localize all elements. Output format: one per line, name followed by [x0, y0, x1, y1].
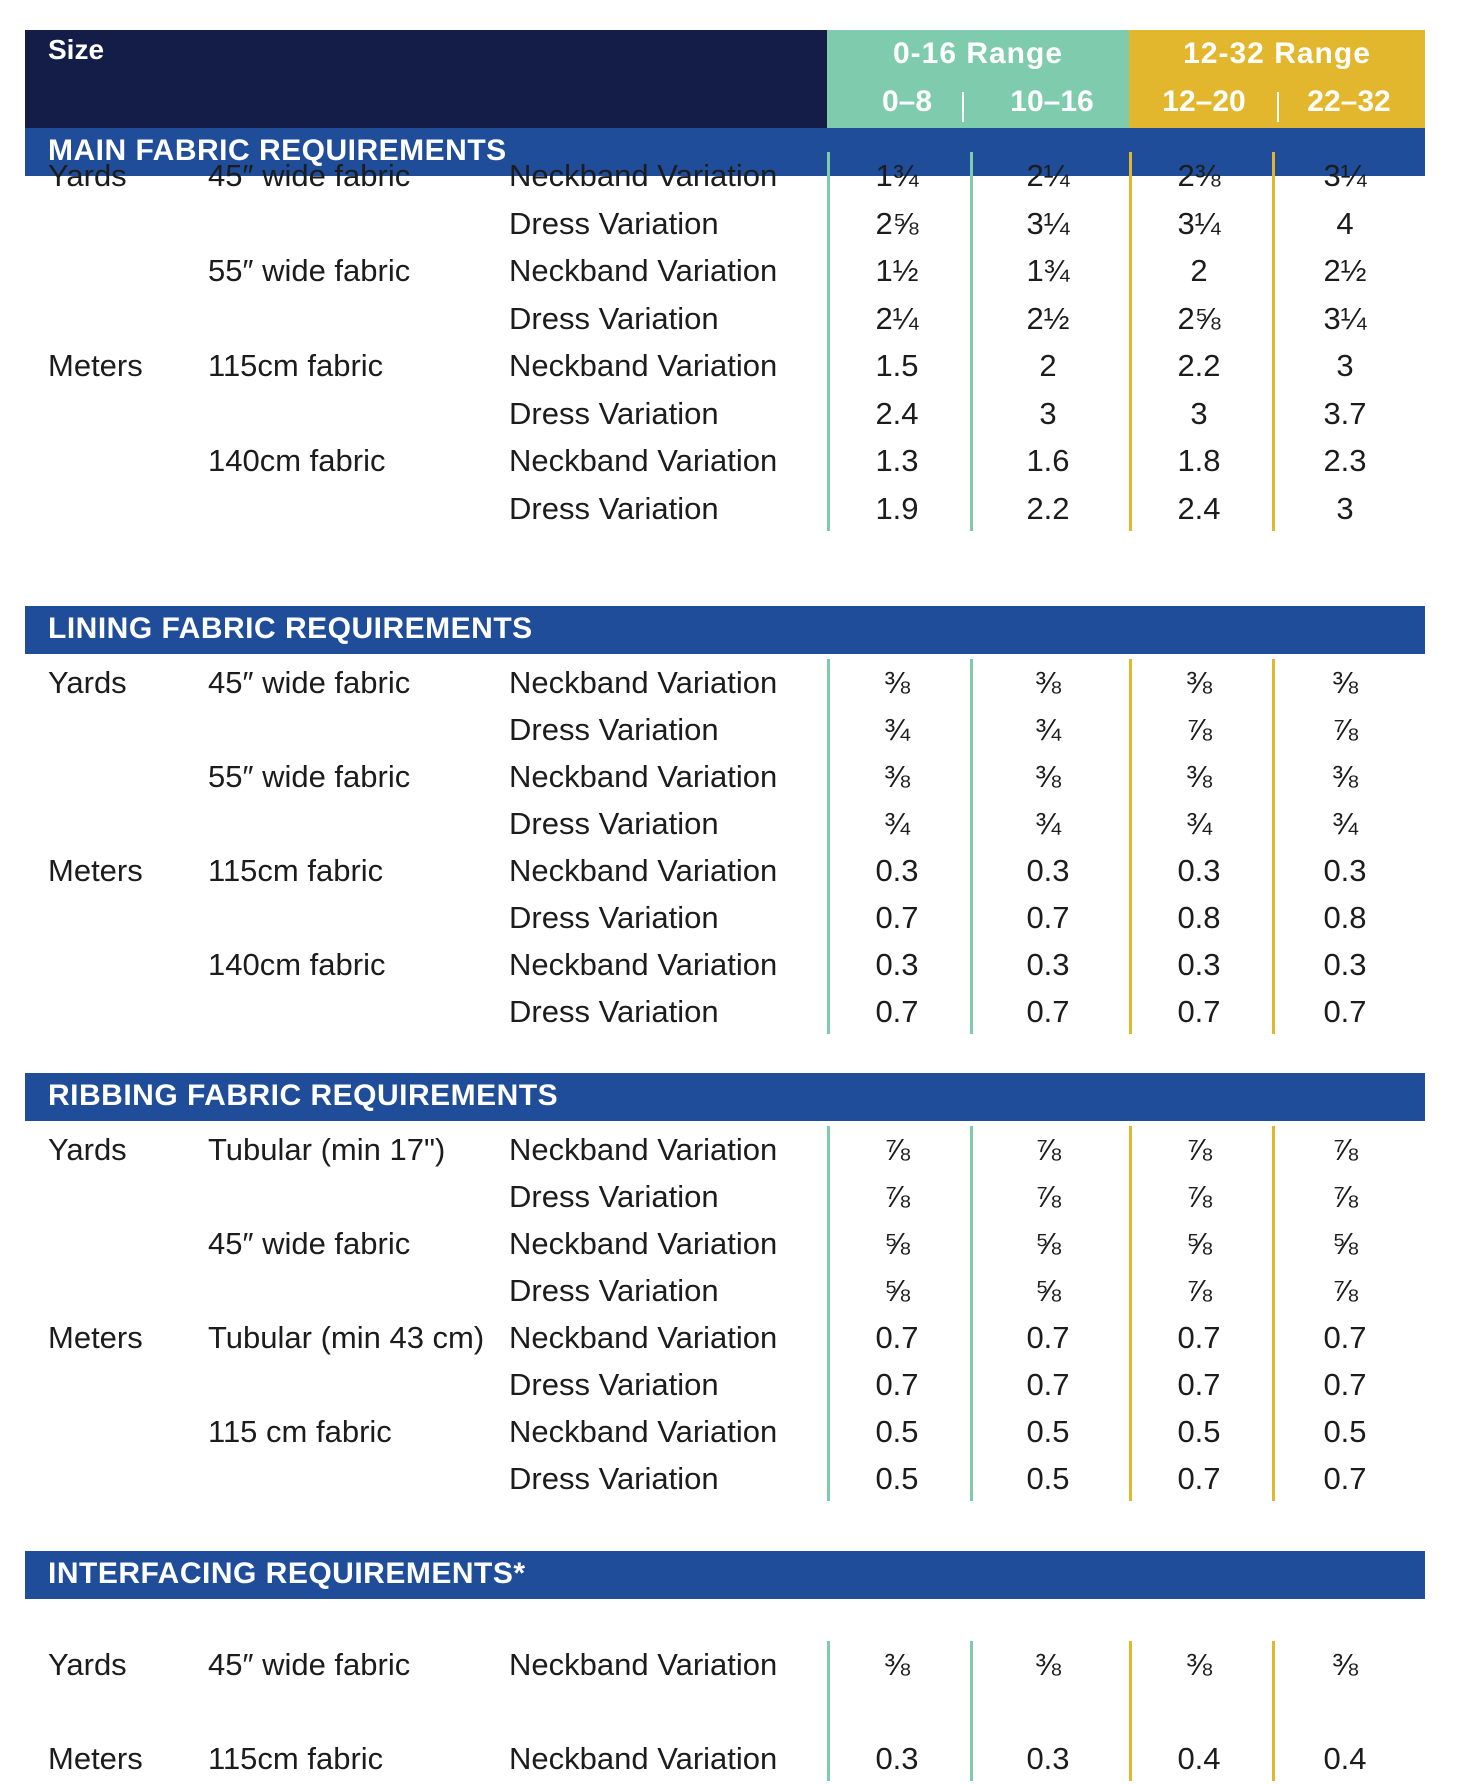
- yardage-value: 1.8: [1177, 443, 1221, 478]
- variation-label: Dress Variation: [509, 1273, 719, 1308]
- yardage-value: 1.3: [875, 443, 919, 478]
- yardage-value: 0.7: [1177, 994, 1221, 1029]
- yardage-value: 3¼: [1323, 300, 1367, 336]
- section-title: MAIN FABRIC REQUIREMENTS: [48, 134, 507, 167]
- yardage-value: 2.4: [875, 395, 919, 431]
- yardage-value: 1¾: [875, 158, 919, 193]
- size-12-20-label: 12–20: [1162, 85, 1246, 118]
- yardage-value: ⅝: [884, 1226, 910, 1261]
- yardage-value: 0.3: [875, 1741, 919, 1776]
- yardage-value: 0.5: [875, 1414, 919, 1449]
- yardage-value: 0.3: [1177, 853, 1221, 888]
- yardage-value: ⅝: [1186, 1226, 1212, 1261]
- yardage-value: ⅞: [884, 1179, 910, 1214]
- section-header: [25, 606, 1425, 654]
- variation-label: Neckband Variation: [509, 665, 778, 700]
- yardage-value: 0.3: [875, 853, 919, 888]
- size-label: Size: [48, 34, 105, 65]
- variation-label: Neckband Variation: [509, 1320, 778, 1355]
- yardage-value: 0.7: [1026, 1367, 1070, 1402]
- section-header: [25, 1073, 1425, 1121]
- unit-label: Meters: [48, 1741, 143, 1776]
- yardage-value: 0.3: [1323, 853, 1367, 888]
- variation-label: Dress Variation: [509, 712, 719, 747]
- fabric-label: 115cm fabric: [208, 853, 384, 888]
- section-header: [25, 1551, 1425, 1599]
- yardage-value: 3¼: [1177, 205, 1221, 241]
- column-divider: [827, 152, 830, 531]
- yardage-value: 1¾: [1026, 253, 1070, 288]
- yardage-value: 2.2: [1026, 490, 1070, 526]
- yardage-value: ⅞: [1186, 1132, 1212, 1167]
- yardage-value: ⅜: [884, 759, 910, 794]
- yardage-value: 0.7: [875, 1320, 919, 1355]
- variation-label: Dress Variation: [509, 1179, 719, 1214]
- fabric-label: 140cm fabric: [208, 443, 386, 478]
- unit-label: Yards: [48, 665, 127, 700]
- yardage-value: 2: [1190, 253, 1208, 288]
- yardage-value: ⅜: [884, 1647, 910, 1682]
- yardage-value: ¾: [884, 806, 910, 841]
- yardage-value: ⅞: [884, 1132, 910, 1167]
- yardage-value: 2⅝: [875, 205, 919, 241]
- yardage-value: ⅜: [884, 665, 910, 700]
- yardage-value: 2.2: [1177, 348, 1221, 383]
- fabric-label: Tubular (min 43 cm): [208, 1320, 485, 1355]
- yardage-value: ⅞: [1035, 1132, 1061, 1167]
- variation-label: Neckband Variation: [509, 1647, 778, 1682]
- yardage-value: 0.8: [1323, 900, 1367, 935]
- yardage-value: ¾: [884, 712, 910, 747]
- size-22-32-label: 22–32: [1307, 85, 1391, 118]
- variation-label: Dress Variation: [509, 900, 719, 935]
- yardage-value: ⅞: [1186, 1273, 1212, 1308]
- yardage-value: 0.4: [1323, 1741, 1367, 1776]
- yardage-value: 1.9: [875, 490, 919, 526]
- fabric-label: Tubular (min 17"): [208, 1132, 446, 1167]
- unit-label: Yards: [48, 1132, 127, 1167]
- yardage-value: 0.8: [1177, 900, 1221, 935]
- yardage-value: 0.3: [1177, 947, 1221, 982]
- yardage-value: ¾: [1332, 806, 1358, 841]
- yardage-value: 1½: [875, 253, 919, 288]
- yardage-value: 0.5: [875, 1461, 919, 1496]
- yardage-value: 0.7: [875, 900, 919, 935]
- column-divider: [1129, 1641, 1132, 1781]
- yardage-value: ⅜: [1332, 759, 1358, 794]
- unit-label: Yards: [48, 158, 127, 193]
- column-divider: [1272, 1126, 1275, 1501]
- fabric-label: 45″ wide fabric: [208, 1647, 411, 1682]
- yardage-value: 0.3: [1323, 947, 1367, 982]
- yardage-value: 0.7: [1026, 1320, 1070, 1355]
- range-0-16-title: 0-16 Range: [892, 37, 1064, 70]
- yardage-value: ⅞: [1186, 1179, 1212, 1214]
- column-divider: [1129, 152, 1132, 531]
- yardage-value: 3¼: [1323, 158, 1367, 193]
- yardage-value: ⅜: [1332, 665, 1358, 700]
- yardage-value: ⅜: [1332, 1647, 1358, 1682]
- yardage-value: 0.3: [1026, 947, 1070, 982]
- column-divider: [1129, 659, 1132, 1034]
- yardage-value: 2½: [1323, 253, 1367, 288]
- section-title: RIBBING FABRIC REQUIREMENTS: [48, 1079, 559, 1112]
- yardage-value: 2⅜: [1177, 158, 1221, 193]
- variation-label: Dress Variation: [509, 994, 719, 1029]
- yardage-value: 2: [1039, 348, 1057, 383]
- variation-label: Dress Variation: [509, 490, 719, 526]
- fabric-label: 55″ wide fabric: [208, 759, 411, 794]
- column-divider: [827, 659, 830, 1034]
- yardage-value: 2.4: [1177, 490, 1221, 526]
- yardage-value: 0.5: [1323, 1414, 1367, 1449]
- yardage-value: ⅜: [1186, 665, 1212, 700]
- fabric-label: 115cm fabric: [208, 1741, 384, 1776]
- variation-label: Neckband Variation: [509, 443, 778, 478]
- size-0-8-label: 0–8: [881, 85, 933, 118]
- range-0-16-header: [827, 30, 1129, 128]
- yardage-value: 0.7: [875, 994, 919, 1029]
- yardage-value: 3: [1039, 395, 1057, 431]
- variation-label: Dress Variation: [509, 1461, 719, 1496]
- yardage-value: 0.7: [1026, 900, 1070, 935]
- yardage-value: 0.7: [1026, 994, 1070, 1029]
- yardage-value: 0.7: [1177, 1461, 1221, 1496]
- yardage-value: 3: [1190, 395, 1208, 431]
- variation-label: Neckband Variation: [509, 947, 778, 982]
- yardage-value: ⅞: [1332, 1273, 1358, 1308]
- yardage-value: ⅞: [1332, 1179, 1358, 1214]
- yardage-value: ¾: [1035, 712, 1061, 747]
- yardage-value: ¾: [1035, 806, 1061, 841]
- yardage-value: ⅞: [1035, 1179, 1061, 1214]
- yardage-value: 2⅝: [1177, 300, 1221, 336]
- fabric-label: 55″ wide fabric: [208, 253, 411, 288]
- fabric-label: 115cm fabric: [208, 348, 384, 383]
- unit-label: Meters: [48, 348, 143, 383]
- variation-label: Dress Variation: [509, 806, 719, 841]
- yardage-value: 3: [1336, 490, 1354, 526]
- variation-label: Neckband Variation: [509, 1741, 778, 1776]
- fabric-label: 45″ wide fabric: [208, 1226, 411, 1261]
- column-divider: [1272, 152, 1275, 531]
- variation-label: Neckband Variation: [509, 1414, 778, 1449]
- yardage-value: ⅜: [1035, 665, 1061, 700]
- yardage-value: 0.7: [1323, 994, 1367, 1029]
- variation-label: Neckband Variation: [509, 759, 778, 794]
- yardage-value: 0.7: [1323, 1461, 1367, 1496]
- variation-label: Neckband Variation: [509, 1132, 778, 1167]
- column-divider: [827, 1641, 830, 1781]
- yardage-value: 0.3: [1026, 853, 1070, 888]
- column-divider: [1272, 659, 1275, 1034]
- yardage-value: 3: [1336, 348, 1354, 383]
- yardage-value: 1.5: [875, 348, 919, 383]
- yardage-value: ⅜: [1035, 1647, 1061, 1682]
- variation-label: Neckband Variation: [509, 253, 778, 288]
- yardage-value: ⅜: [1186, 1647, 1212, 1682]
- fabric-label: 45″ wide fabric: [208, 665, 411, 700]
- column-divider: [827, 1126, 830, 1501]
- yardage-value: ¾: [1186, 806, 1212, 841]
- yardage-value: 0.3: [875, 947, 919, 982]
- yardage-value: ⅝: [1035, 1273, 1061, 1308]
- section-title: INTERFACING REQUIREMENTS*: [48, 1557, 526, 1590]
- range-12-32-header: [1129, 30, 1425, 128]
- variation-label: Dress Variation: [509, 1367, 719, 1402]
- unit-label: Meters: [48, 853, 143, 888]
- yardage-value: 2.3: [1323, 443, 1367, 478]
- yardage-value: 0.7: [1177, 1367, 1221, 1402]
- variation-label: Neckband Variation: [509, 158, 778, 193]
- variation-label: Dress Variation: [509, 205, 719, 241]
- column-divider: [1129, 1126, 1132, 1501]
- variation-label: Neckband Variation: [509, 1226, 778, 1261]
- column-divider: [970, 1126, 973, 1501]
- yardage-value: 0.5: [1177, 1414, 1221, 1449]
- yardage-value: ⅝: [1332, 1226, 1358, 1261]
- yardage-value: 4: [1336, 205, 1354, 241]
- yardage-value: ⅜: [1186, 759, 1212, 794]
- unit-label: Yards: [48, 1647, 127, 1682]
- section-title: LINING FABRIC REQUIREMENTS: [48, 612, 533, 645]
- yardage-value: 3.7: [1323, 395, 1367, 431]
- fabric-label: 140cm fabric: [208, 947, 386, 982]
- yardage-value: 0.7: [875, 1367, 919, 1402]
- yardage-value: ⅝: [884, 1273, 910, 1308]
- yardage-value: 0.3: [1026, 1741, 1070, 1776]
- yardage-value: ⅝: [1035, 1226, 1061, 1261]
- fabric-label: 115 cm fabric: [208, 1414, 392, 1449]
- column-divider: [1272, 1641, 1275, 1781]
- variation-label: Neckband Variation: [509, 853, 778, 888]
- yardage-value: 2¼: [875, 300, 919, 336]
- yardage-value: ⅞: [1332, 1132, 1358, 1167]
- variation-label: Dress Variation: [509, 395, 719, 431]
- variation-label: Dress Variation: [509, 300, 719, 336]
- yardage-value: ⅞: [1186, 712, 1212, 747]
- yardage-value: 0.4: [1177, 1741, 1221, 1776]
- yardage-value: 0.5: [1026, 1414, 1070, 1449]
- column-divider: [970, 1641, 973, 1781]
- yardage-value: 3¼: [1026, 205, 1070, 241]
- yardage-value: 0.7: [1323, 1320, 1367, 1355]
- fabric-label: 45″ wide fabric: [208, 158, 411, 193]
- column-divider: [970, 659, 973, 1034]
- yardage-value: 0.7: [1177, 1320, 1221, 1355]
- range-divider: [962, 92, 964, 122]
- yardage-value: ⅞: [1332, 712, 1358, 747]
- column-divider: [970, 152, 973, 531]
- yardage-value: 2¼: [1026, 158, 1070, 193]
- size-header: [25, 30, 827, 128]
- yardage-value: 1.6: [1026, 443, 1070, 478]
- yardage-value: ⅜: [1035, 759, 1061, 794]
- variation-label: Neckband Variation: [509, 348, 778, 383]
- size-10-16-label: 10–16: [1010, 85, 1094, 118]
- yardage-value: 0.7: [1323, 1367, 1367, 1402]
- unit-label: Meters: [48, 1320, 143, 1355]
- yardage-value: 2½: [1026, 300, 1070, 336]
- range-12-32-title: 12-32 Range: [1183, 37, 1371, 70]
- yardage-value: 0.5: [1026, 1461, 1070, 1496]
